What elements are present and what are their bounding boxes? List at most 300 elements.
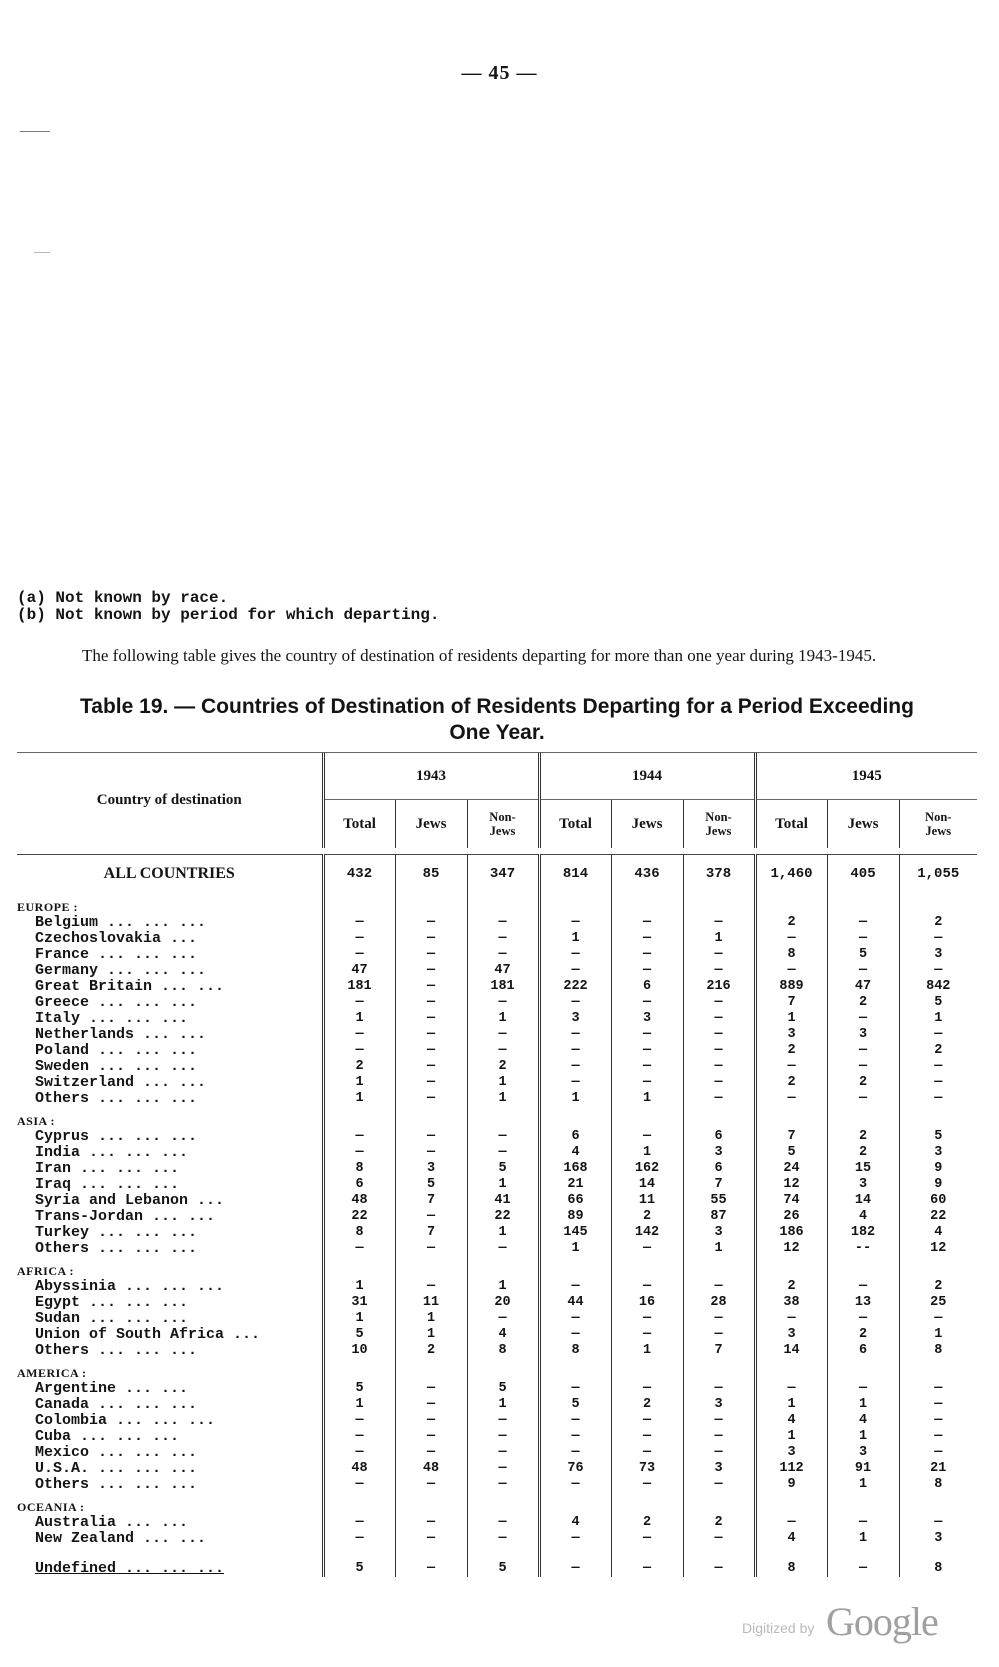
subheader-non-jews: Non- Jews bbox=[467, 800, 539, 849]
table-cell: — bbox=[755, 1091, 827, 1107]
table-cell: 181 bbox=[467, 979, 539, 995]
table-cell: 6 bbox=[827, 1343, 899, 1359]
table-cell: 11 bbox=[395, 1295, 467, 1311]
table-cell: — bbox=[827, 1515, 899, 1531]
table-row bbox=[17, 963, 977, 979]
table-row bbox=[17, 1413, 977, 1429]
all-countries-label: ALL COUNTRIES bbox=[103, 865, 235, 882]
table-cell: — bbox=[755, 963, 827, 979]
table-cell: 13 bbox=[827, 1295, 899, 1311]
table-cell: — bbox=[611, 995, 683, 1011]
table-cell: — bbox=[683, 1327, 755, 1343]
region-label: AMERICA : bbox=[17, 1366, 87, 1380]
table-cell: 48 bbox=[395, 1461, 467, 1477]
table-cell: — bbox=[395, 1091, 467, 1107]
table-cell: 3 bbox=[395, 1161, 467, 1177]
table-cell: — bbox=[323, 1129, 395, 1145]
table-cell: — bbox=[323, 1043, 395, 1059]
table-cell: 1 bbox=[683, 1241, 755, 1257]
table-cell: 14 bbox=[755, 1343, 827, 1359]
table-cell: — bbox=[611, 915, 683, 931]
table-cell: 2 bbox=[683, 1515, 755, 1531]
table-cell: — bbox=[683, 1381, 755, 1397]
table-cell: 8 bbox=[899, 1561, 977, 1577]
subheader-jews: Jews bbox=[611, 800, 683, 849]
country-name: Greece ... ... ... bbox=[35, 995, 198, 1011]
table-cell: 8 bbox=[755, 947, 827, 963]
table-cell: — bbox=[827, 1091, 899, 1107]
table-cell: 5 bbox=[899, 1129, 977, 1145]
table-cell: — bbox=[539, 1445, 611, 1461]
table-cell: — bbox=[395, 1429, 467, 1445]
table-row bbox=[17, 1059, 977, 1075]
table-cell: — bbox=[611, 963, 683, 979]
table-cell: 222 bbox=[539, 979, 611, 995]
table-cell: 21 bbox=[539, 1177, 611, 1193]
country-name: New Zealand ... ... bbox=[35, 1531, 207, 1547]
table-cell: 1 bbox=[323, 1279, 395, 1295]
table-cell: — bbox=[395, 1241, 467, 1257]
table-cell: 3 bbox=[683, 1145, 755, 1161]
table-cell: — bbox=[395, 1477, 467, 1493]
table-cell: — bbox=[683, 1477, 755, 1493]
table-cell: — bbox=[467, 1311, 539, 1327]
table-cell: — bbox=[899, 1397, 977, 1413]
table-cell: 12 bbox=[899, 1241, 977, 1257]
scan-mark bbox=[34, 252, 50, 253]
table-cell: — bbox=[467, 1129, 539, 1145]
table-cell: — bbox=[467, 995, 539, 1011]
table-cell: 1 bbox=[467, 1177, 539, 1193]
table-cell: — bbox=[899, 1311, 977, 1327]
table-title-line-1: Table 19. — Countries of Destination of Residents Departing for a Period Exceeding bbox=[80, 695, 914, 718]
table-row bbox=[17, 979, 977, 995]
table-cell: 22 bbox=[899, 1209, 977, 1225]
table-cell: 48 bbox=[323, 1461, 395, 1477]
country-name: Poland ... ... ... bbox=[35, 1043, 198, 1059]
table-row bbox=[17, 947, 977, 963]
region-label: AFRICA : bbox=[17, 1264, 74, 1278]
table-cell: 8 bbox=[539, 1343, 611, 1359]
table-cell: — bbox=[683, 963, 755, 979]
table-cell: — bbox=[539, 1327, 611, 1343]
table-cell: — bbox=[611, 1027, 683, 1043]
watermark-prefix: Digitized by bbox=[742, 1620, 815, 1636]
all-countries-row bbox=[17, 855, 977, 894]
table-cell: — bbox=[611, 1413, 683, 1429]
table-cell: 7 bbox=[395, 1193, 467, 1209]
table-cell: — bbox=[323, 915, 395, 931]
table-cell: 5 bbox=[323, 1561, 395, 1577]
table-cell: — bbox=[611, 1531, 683, 1547]
table-cell: — bbox=[467, 1461, 539, 1477]
table-row bbox=[17, 1177, 977, 1193]
table-cell: 112 bbox=[755, 1461, 827, 1477]
table-cell: — bbox=[467, 1241, 539, 1257]
table-cell: — bbox=[683, 1091, 755, 1107]
table-cell: 6 bbox=[323, 1177, 395, 1193]
table-cell: — bbox=[395, 1413, 467, 1429]
table-cell: — bbox=[323, 1531, 395, 1547]
table-cell: — bbox=[467, 1515, 539, 1531]
subheader-non-jews: Non- Jews bbox=[899, 800, 977, 849]
table-cell: — bbox=[755, 1311, 827, 1327]
table-cell: 1 bbox=[755, 1011, 827, 1027]
table-cell: 4 bbox=[539, 1515, 611, 1531]
region-header bbox=[17, 1107, 977, 1129]
table-cell: 44 bbox=[539, 1295, 611, 1311]
table-cell: — bbox=[611, 1429, 683, 1445]
table-cell: 1 bbox=[467, 1279, 539, 1295]
google-logo: Google bbox=[826, 1599, 938, 1644]
table-row bbox=[17, 1311, 977, 1327]
table-row bbox=[17, 1327, 977, 1343]
table-title-line-2: One Year. bbox=[449, 721, 545, 744]
table-cell: — bbox=[395, 979, 467, 995]
table-cell: 1,460 bbox=[755, 855, 827, 894]
table-cell: 60 bbox=[899, 1193, 977, 1209]
table-cell: — bbox=[467, 1477, 539, 1493]
table-cell: 1 bbox=[755, 1397, 827, 1413]
table-cell: 47 bbox=[827, 979, 899, 995]
table-cell: 2 bbox=[611, 1209, 683, 1225]
table-cell: — bbox=[539, 995, 611, 1011]
table-cell: 8 bbox=[899, 1343, 977, 1359]
table-cell: — bbox=[395, 963, 467, 979]
table-cell: 5 bbox=[323, 1327, 395, 1343]
country-name: Colombia ... ... ... bbox=[35, 1413, 216, 1429]
table-cell: — bbox=[899, 1027, 977, 1043]
table-cell: 186 bbox=[755, 1225, 827, 1241]
table-cell: — bbox=[611, 1477, 683, 1493]
table-cell: — bbox=[539, 1429, 611, 1445]
region-header bbox=[17, 893, 977, 915]
table-cell: — bbox=[539, 1311, 611, 1327]
table-cell: 1 bbox=[395, 1311, 467, 1327]
table-cell: 12 bbox=[755, 1241, 827, 1257]
table-cell: 3 bbox=[899, 1531, 977, 1547]
table-cell: 4 bbox=[827, 1413, 899, 1429]
table-cell: 7 bbox=[395, 1225, 467, 1241]
table-cell: — bbox=[683, 1027, 755, 1043]
table-cell: 87 bbox=[683, 1209, 755, 1225]
table-cell: 24 bbox=[755, 1161, 827, 1177]
country-name: Belgium ... ... ... bbox=[35, 915, 207, 931]
footnote-a: (a) Not known by race. bbox=[17, 589, 229, 607]
table-cell: 66 bbox=[539, 1193, 611, 1209]
table-cell: 2 bbox=[827, 995, 899, 1011]
table-cell: — bbox=[755, 1381, 827, 1397]
table-cell: — bbox=[827, 1561, 899, 1577]
country-name: India ... ... ... bbox=[35, 1145, 189, 1161]
country-name: Sudan ... ... ... bbox=[35, 1311, 189, 1327]
table-cell: — bbox=[467, 1413, 539, 1429]
table-cell: — bbox=[323, 1515, 395, 1531]
year-header-1943: 1943 bbox=[323, 753, 539, 800]
country-name: Union of South Africa ... bbox=[35, 1327, 261, 1343]
table-cell: 2 bbox=[611, 1397, 683, 1413]
table-cell: 142 bbox=[611, 1225, 683, 1241]
footnote-b: (b) Not known by period for which departing. bbox=[17, 606, 440, 624]
table-cell: 3 bbox=[827, 1027, 899, 1043]
table-cell: 1 bbox=[395, 1327, 467, 1343]
table-cell: — bbox=[611, 1445, 683, 1461]
table-cell: 181 bbox=[323, 979, 395, 995]
table-cell: — bbox=[539, 947, 611, 963]
table-cell: 6 bbox=[683, 1161, 755, 1177]
table-cell: 15 bbox=[827, 1161, 899, 1177]
table-cell: — bbox=[539, 1027, 611, 1043]
country-name: Egypt ... ... ... bbox=[35, 1295, 189, 1311]
table-row bbox=[17, 1129, 977, 1145]
table-cell: 5 bbox=[539, 1397, 611, 1413]
table-cell: 2 bbox=[611, 1515, 683, 1531]
table-row bbox=[17, 1477, 977, 1493]
table-cell: 6 bbox=[539, 1129, 611, 1145]
region-header bbox=[17, 1493, 977, 1515]
table-cell: — bbox=[395, 1145, 467, 1161]
table-cell: 1 bbox=[467, 1075, 539, 1091]
table-cell: — bbox=[683, 1561, 755, 1577]
table-cell: 1 bbox=[323, 1091, 395, 1107]
table-row bbox=[17, 1445, 977, 1461]
country-name: Others ... ... ... bbox=[35, 1343, 198, 1359]
table-cell: — bbox=[827, 1043, 899, 1059]
country-column-header: Country of destination bbox=[96, 792, 242, 808]
table-cell: — bbox=[899, 1381, 977, 1397]
table-cell: 8 bbox=[323, 1225, 395, 1241]
table-cell: — bbox=[395, 1209, 467, 1225]
table-cell: 1 bbox=[899, 1327, 977, 1343]
country-name: Cuba ... ... ... bbox=[35, 1429, 180, 1445]
table-row bbox=[17, 1043, 977, 1059]
table-cell: 5 bbox=[827, 947, 899, 963]
table-cell: — bbox=[611, 1381, 683, 1397]
country-name: Others ... ... ... bbox=[35, 1477, 198, 1493]
country-name: Abyssinia ... ... ... bbox=[35, 1279, 225, 1295]
spacer-row bbox=[17, 1547, 977, 1561]
table-row bbox=[17, 1011, 977, 1027]
table-cell: 7 bbox=[683, 1177, 755, 1193]
table-cell: 2 bbox=[827, 1129, 899, 1145]
table-cell: — bbox=[683, 947, 755, 963]
table-cell: 16 bbox=[611, 1295, 683, 1311]
table-cell: 2 bbox=[323, 1059, 395, 1075]
table-cell: — bbox=[539, 1561, 611, 1577]
table-cell: — bbox=[323, 931, 395, 947]
table-cell: 1 bbox=[467, 1011, 539, 1027]
table-cell: — bbox=[467, 1145, 539, 1161]
country-name: Turkey ... ... ... bbox=[35, 1225, 198, 1241]
region-label: OCEANIA : bbox=[17, 1500, 85, 1514]
table-cell: 1 bbox=[539, 1091, 611, 1107]
table-cell: 2 bbox=[827, 1145, 899, 1161]
table-cell: — bbox=[611, 1311, 683, 1327]
table-cell: — bbox=[395, 1381, 467, 1397]
table-cell: — bbox=[683, 1311, 755, 1327]
table-cell: — bbox=[467, 1027, 539, 1043]
table-cell: — bbox=[539, 1477, 611, 1493]
table-cell: — bbox=[395, 995, 467, 1011]
table-row bbox=[17, 1381, 977, 1397]
table-cell: — bbox=[395, 1011, 467, 1027]
table-cell: — bbox=[323, 1145, 395, 1161]
table-cell: 8 bbox=[467, 1343, 539, 1359]
table-cell: 2 bbox=[755, 1075, 827, 1091]
table-cell: 48 bbox=[323, 1193, 395, 1209]
country-name: Argentine ... ... bbox=[35, 1381, 189, 1397]
table-cell: 14 bbox=[827, 1193, 899, 1209]
table-cell: 162 bbox=[611, 1161, 683, 1177]
subheader-jews: Jews bbox=[395, 800, 467, 849]
country-name: Cyprus ... ... ... bbox=[35, 1129, 198, 1145]
table-cell: 85 bbox=[395, 855, 467, 894]
table-row bbox=[17, 1075, 977, 1091]
table-cell: 9 bbox=[899, 1161, 977, 1177]
table-cell: 3 bbox=[611, 1011, 683, 1027]
table-cell: — bbox=[755, 931, 827, 947]
table-cell: — bbox=[611, 1075, 683, 1091]
country-name: Others ... ... ... bbox=[35, 1241, 198, 1257]
undefined-row bbox=[17, 1561, 977, 1577]
table-cell: — bbox=[323, 995, 395, 1011]
table-cell: 3 bbox=[755, 1027, 827, 1043]
table-cell: — bbox=[395, 1043, 467, 1059]
table-cell: — bbox=[395, 915, 467, 931]
table-row bbox=[17, 1161, 977, 1177]
table-cell: 889 bbox=[755, 979, 827, 995]
table-cell: — bbox=[539, 1531, 611, 1547]
table-row bbox=[17, 1145, 977, 1161]
region-label: EUROPE : bbox=[17, 900, 78, 914]
region-header bbox=[17, 1257, 977, 1279]
table-cell: — bbox=[827, 1311, 899, 1327]
table-cell: 2 bbox=[395, 1343, 467, 1359]
table-cell: — bbox=[611, 1241, 683, 1257]
table-row bbox=[17, 1295, 977, 1311]
intro-paragraph bbox=[17, 645, 977, 667]
table-cell: — bbox=[323, 1477, 395, 1493]
table-cell: — bbox=[827, 931, 899, 947]
table-row bbox=[17, 1241, 977, 1257]
table-cell: 3 bbox=[827, 1177, 899, 1193]
table-cell: 4 bbox=[899, 1225, 977, 1241]
table-cell: — bbox=[395, 1515, 467, 1531]
destination-table bbox=[17, 752, 977, 1577]
table-cell: 74 bbox=[755, 1193, 827, 1209]
scan-mark bbox=[20, 131, 50, 132]
table-row bbox=[17, 1343, 977, 1359]
table-cell: 1 bbox=[467, 1091, 539, 1107]
table-cell: 1 bbox=[899, 1011, 977, 1027]
table-cell: 2 bbox=[755, 1279, 827, 1295]
table-cell: 1 bbox=[539, 1241, 611, 1257]
subheader-total: Total bbox=[755, 800, 827, 849]
table-cell: 1 bbox=[611, 1145, 683, 1161]
table-cell: 1 bbox=[323, 1397, 395, 1413]
table-row bbox=[17, 915, 977, 931]
table-cell: 2 bbox=[467, 1059, 539, 1075]
country-name: Australia ... ... bbox=[35, 1515, 189, 1531]
table-cell: — bbox=[323, 1445, 395, 1461]
table-cell: — bbox=[611, 1129, 683, 1145]
table-cell: — bbox=[827, 915, 899, 931]
table-cell: 1 bbox=[539, 931, 611, 947]
table-cell: — bbox=[323, 947, 395, 963]
table-cell: — bbox=[611, 1043, 683, 1059]
table-cell: — bbox=[899, 1059, 977, 1075]
table-cell: — bbox=[899, 1075, 977, 1091]
table-body bbox=[17, 855, 977, 1578]
table-row bbox=[17, 1429, 977, 1445]
table-cell: 5 bbox=[755, 1145, 827, 1161]
table-cell: 20 bbox=[467, 1295, 539, 1311]
table-cell: — bbox=[395, 1075, 467, 1091]
country-name: Others ... ... ... bbox=[35, 1091, 198, 1107]
subheader-jews: Jews bbox=[827, 800, 899, 849]
table-cell: — bbox=[683, 1445, 755, 1461]
table-cell: 31 bbox=[323, 1295, 395, 1311]
table-cell: 1 bbox=[467, 1225, 539, 1241]
table-cell: — bbox=[827, 1011, 899, 1027]
table-cell: — bbox=[467, 947, 539, 963]
table-cell: — bbox=[539, 1413, 611, 1429]
table-row bbox=[17, 1225, 977, 1241]
table-row bbox=[17, 1209, 977, 1225]
table-cell: — bbox=[395, 947, 467, 963]
table-cell: 1 bbox=[323, 1011, 395, 1027]
table-cell: — bbox=[323, 1241, 395, 1257]
intro-text: The following table gives the country of destination of residents departing for more than one year during 1943-1945. bbox=[82, 646, 877, 665]
country-name: Netherlands ... ... bbox=[35, 1027, 207, 1043]
table-row bbox=[17, 1091, 977, 1107]
table-cell: — bbox=[467, 1429, 539, 1445]
country-name: Italy ... ... ... bbox=[35, 1011, 189, 1027]
table-cell: 1 bbox=[827, 1429, 899, 1445]
table-cell: — bbox=[611, 1561, 683, 1577]
country-name: Mexico ... ... ... bbox=[35, 1445, 198, 1461]
table-cell: 47 bbox=[467, 963, 539, 979]
table-cell: 1 bbox=[755, 1429, 827, 1445]
table-cell: — bbox=[395, 1397, 467, 1413]
table-cell: 1 bbox=[467, 1397, 539, 1413]
footnotes bbox=[17, 590, 439, 624]
table-cell: 2 bbox=[899, 1279, 977, 1295]
table-cell: — bbox=[395, 1531, 467, 1547]
table-cell: -- bbox=[827, 1241, 899, 1257]
table-cell: 436 bbox=[611, 855, 683, 894]
region-header bbox=[17, 1359, 977, 1381]
table-cell: — bbox=[899, 1091, 977, 1107]
table-cell: — bbox=[395, 1129, 467, 1145]
table-cell: 5 bbox=[395, 1177, 467, 1193]
country-name: Great Britain ... ... bbox=[35, 979, 225, 995]
table-cell: — bbox=[899, 1429, 977, 1445]
table-cell: 12 bbox=[755, 1177, 827, 1193]
table-cell: 9 bbox=[899, 1177, 977, 1193]
table-row bbox=[17, 1193, 977, 1209]
table-cell: 28 bbox=[683, 1295, 755, 1311]
table-cell: 8 bbox=[755, 1561, 827, 1577]
table-row bbox=[17, 1515, 977, 1531]
country-name: Sweden ... ... ... bbox=[35, 1059, 198, 1075]
subheader-non-jews: Non- Jews bbox=[683, 800, 755, 849]
table-cell: — bbox=[899, 1515, 977, 1531]
country-name: Germany ... ... ... bbox=[35, 963, 207, 979]
country-name: Trans-Jordan ... ... bbox=[35, 1209, 216, 1225]
table-cell: — bbox=[395, 931, 467, 947]
table-cell: 2 bbox=[827, 1327, 899, 1343]
